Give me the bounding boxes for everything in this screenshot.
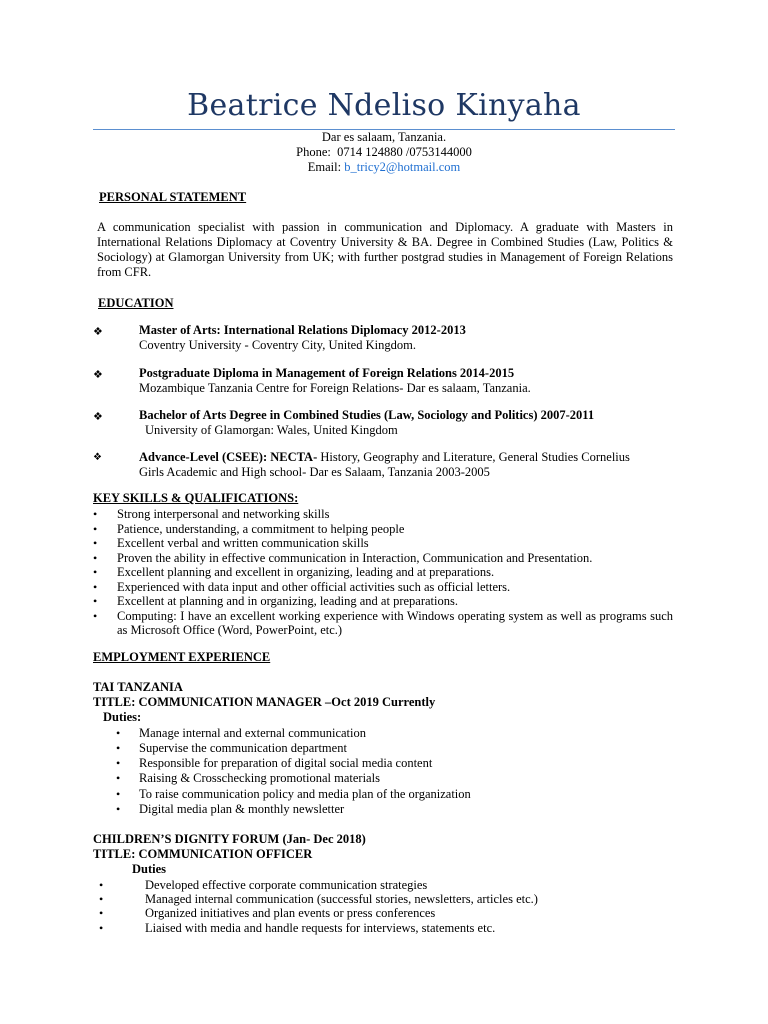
duty-item: Responsible for preparation of digital social media content	[139, 756, 433, 771]
job-company: CHILDREN’S DIGNITY FORUM (Jan- Dec 2018)	[93, 832, 366, 846]
duty-item: Developed effective corporate communication strategies	[145, 878, 428, 892]
job-company: TAI TANZANIA	[93, 680, 183, 694]
skill-item: Patience, understanding, a commitment to helping people	[117, 521, 405, 536]
bullet-icon: •	[93, 594, 98, 608]
education-detail: Mozambique Tanzania Centre for Foreign Relations- Dar es salaam, Tanzania.	[139, 381, 531, 395]
bullet-icon: •	[93, 608, 98, 623]
job-title: TITLE: COMMUNICATION MANAGER –Oct 2019 Currently	[93, 695, 436, 709]
bullet-icon: •	[93, 536, 98, 550]
bullet-icon: •	[116, 786, 121, 801]
duties-label: Duties	[132, 862, 167, 876]
duty-item: Manage internal and external communication	[139, 725, 366, 740]
skill-item: Excellent verbal and written communication skills	[117, 536, 369, 550]
phone-line	[0, 145, 768, 160]
bullet-icon: •	[99, 878, 104, 892]
education-title-subjects: History, Geography and Literature, General Studies Cornelius	[320, 450, 630, 464]
job-title: TITLE: COMMUNICATION OFFICER	[93, 847, 313, 861]
phone-number: 0714 124880 /0753144000	[337, 145, 472, 159]
bullet-icon: •	[93, 579, 98, 594]
diamond-bullet-icon: ❖	[93, 411, 103, 423]
bullet-icon: •	[93, 550, 98, 565]
bullet-icon: •	[116, 740, 121, 755]
bullet-icon: •	[93, 521, 98, 536]
skill-item: Strong interpersonal and networking skills	[117, 507, 330, 521]
duty-item: Digital media plan & monthly newsletter	[139, 802, 345, 816]
skill-item: Excellent at planning and in organizing, leading and at preparations.	[117, 594, 458, 608]
bullet-icon: •	[99, 892, 104, 907]
email-label: Email:	[307, 160, 342, 174]
education-title-bold: Advance-Level (CSEE): NECTA-	[139, 450, 318, 464]
candidate-name: Beatrice Ndeliso Kinyaha	[187, 88, 581, 123]
bullet-icon: •	[116, 802, 121, 816]
education-detail: Coventry University - Coventry City, United Kingdom.	[139, 338, 416, 352]
diamond-bullet-icon: ❖	[93, 326, 103, 338]
education-title: Master of Arts: International Relations Diplomacy 2012-2013	[139, 323, 466, 337]
duty-item: Raising & Crosschecking promotional materials	[139, 771, 380, 786]
bullet-icon: •	[99, 920, 104, 935]
phone-label: Phone:	[296, 145, 331, 159]
bullet-icon: •	[116, 756, 121, 771]
bullet-icon: •	[99, 906, 104, 921]
duty-item: Supervise the communication department	[139, 740, 347, 755]
location: Dar es salaam, Tanzania.	[321, 130, 447, 144]
bullet-icon: •	[116, 725, 121, 740]
bullet-icon: •	[93, 565, 98, 579]
duties-label: Duties:	[103, 710, 142, 724]
bullet-icon: •	[93, 507, 98, 521]
duty-item: Organized initiatives and plan events or press conferences	[145, 906, 436, 921]
education-detail: University of Glamorgan: Wales, United Kingdom	[145, 423, 398, 437]
skills-heading: KEY SKILLS & QUALIFICATIONS:	[93, 491, 299, 505]
education-title: Bachelor of Arts Degree in Combined Studies (Law, Sociology and Politics) 2007-2011	[139, 408, 595, 422]
duty-item: To raise communication policy and media plan of the organization	[139, 786, 471, 801]
skill-item: Experienced with data input and other official activities such as official letters.	[117, 579, 511, 594]
personal-statement-text: A communication specialist with passion in communication and Diplomacy. A graduate with Masters in International Relations Diplomacy at Coventry University & BA. Degree in Combined Studies (Law, Politics & Sociology) at Glamorgan University from UK; with further postgrad studies in Management of Foreign Relations from CFR.	[97, 220, 673, 279]
email-link[interactable]: b_tricy2@hotmail.com	[344, 160, 461, 174]
employment-heading: EMPLOYMENT EXPERIENCE	[93, 650, 271, 664]
diamond-bullet-icon: ❖	[93, 452, 102, 463]
bullet-icon: •	[116, 771, 121, 786]
email-line	[0, 160, 768, 175]
personal-statement-heading: PERSONAL STATEMENT	[99, 190, 247, 204]
diamond-bullet-icon: ❖	[93, 369, 103, 381]
skill-item: Proven the ability in effective communication in Interaction, Communication and Presentation.	[117, 550, 593, 565]
education-heading: EDUCATION	[98, 296, 174, 310]
education-detail: Girls Academic and High school- Dar es Salaam, Tanzania 2003-2005	[139, 465, 490, 479]
skill-item: Excellent planning and excellent in organizing, leading and at preparations.	[117, 565, 495, 579]
education-title: Postgraduate Diploma in Management of Foreign Relations 2014-2015	[139, 366, 515, 380]
duty-item: Managed internal communication (successful stories, newsletters, articles etc.)	[145, 892, 538, 907]
skill-item: Computing: I have an excellent working experience with Windows operating system as well as programs such as Microsoft Office (Word, PowerPoint, etc.)	[117, 608, 673, 637]
duty-item: Liaised with media and handle requests for interviews, statements etc.	[145, 920, 496, 935]
education-title	[139, 450, 663, 465]
